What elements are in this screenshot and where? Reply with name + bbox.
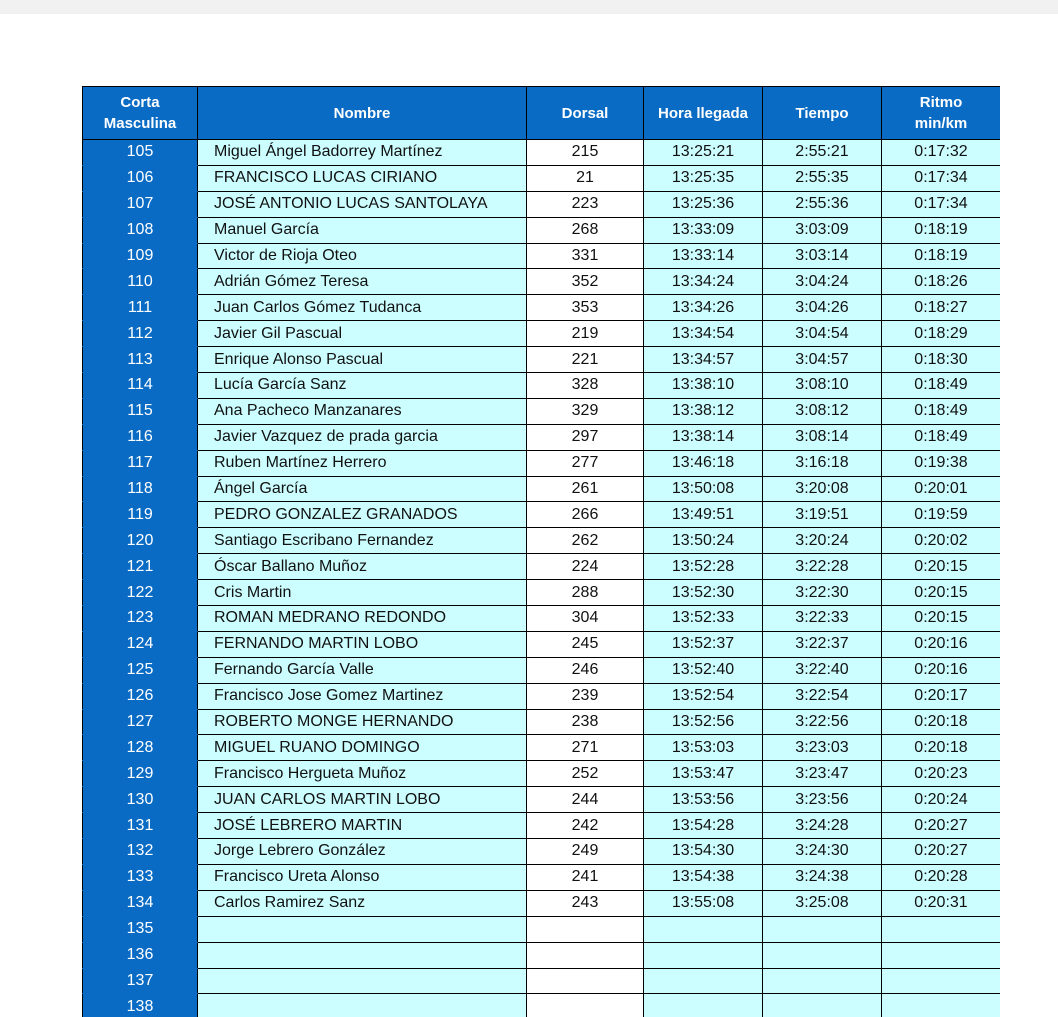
- pace-cell: 0:18:49: [882, 424, 1001, 450]
- table-row: [83, 631, 1001, 657]
- table-row: [83, 398, 1001, 424]
- dorsal-cell: [527, 968, 644, 994]
- pace-cell: 0:17:34: [882, 191, 1001, 217]
- position-cell: 133: [83, 864, 198, 890]
- position-cell: 123: [83, 606, 198, 632]
- position-cell: 129: [83, 761, 198, 787]
- pace-cell: 0:20:27: [882, 839, 1001, 865]
- pace-cell: 0:20:15: [882, 606, 1001, 632]
- elapsed-time-cell: 3:23:03: [763, 735, 882, 761]
- position-cell: 138: [83, 994, 198, 1017]
- arrival-time-cell: 13:53:47: [644, 761, 763, 787]
- dorsal-cell: 304: [527, 606, 644, 632]
- table-row: [83, 424, 1001, 450]
- table-row: [83, 606, 1001, 632]
- table-row: [83, 683, 1001, 709]
- position-cell: 117: [83, 450, 198, 476]
- name-cell: [198, 968, 527, 994]
- results-sheet: [82, 86, 1000, 1017]
- table-row: [83, 890, 1001, 916]
- dorsal-cell: 266: [527, 502, 644, 528]
- name-cell: Fernando García Valle: [198, 657, 527, 683]
- name-cell: [198, 994, 527, 1017]
- pace-cell: 0:20:15: [882, 580, 1001, 606]
- dorsal-cell: 221: [527, 347, 644, 373]
- position-cell: 116: [83, 424, 198, 450]
- pace-cell: 0:20:16: [882, 631, 1001, 657]
- dorsal-cell: 241: [527, 864, 644, 890]
- pace-cell: 0:20:15: [882, 554, 1001, 580]
- arrival-time-cell: 13:50:24: [644, 528, 763, 554]
- header-dorsal: Dorsal: [527, 87, 644, 140]
- position-cell: 114: [83, 373, 198, 399]
- position-cell: 107: [83, 191, 198, 217]
- position-cell: 105: [83, 140, 198, 166]
- dorsal-cell: 243: [527, 890, 644, 916]
- arrival-time-cell: 13:33:09: [644, 217, 763, 243]
- pace-cell: 0:20:24: [882, 787, 1001, 813]
- elapsed-time-cell: 3:22:30: [763, 580, 882, 606]
- dorsal-cell: 239: [527, 683, 644, 709]
- table-row: [83, 347, 1001, 373]
- table-row: [83, 916, 1001, 942]
- elapsed-time-cell: 3:24:38: [763, 864, 882, 890]
- elapsed-time-cell: 3:04:54: [763, 321, 882, 347]
- name-cell: Juan Carlos Gómez Tudanca: [198, 295, 527, 321]
- position-cell: 120: [83, 528, 198, 554]
- pace-cell: 0:20:16: [882, 657, 1001, 683]
- position-cell: 110: [83, 269, 198, 295]
- elapsed-time-cell: 3:20:24: [763, 528, 882, 554]
- position-cell: 124: [83, 631, 198, 657]
- arrival-time-cell: 13:25:36: [644, 191, 763, 217]
- dorsal-cell: 219: [527, 321, 644, 347]
- table-row: [83, 839, 1001, 865]
- arrival-time-cell: 13:25:21: [644, 140, 763, 166]
- pace-cell: 0:20:18: [882, 735, 1001, 761]
- pace-cell: 0:20:17: [882, 683, 1001, 709]
- name-cell: JOSÉ LEBRERO MARTIN: [198, 813, 527, 839]
- dorsal-cell: 242: [527, 813, 644, 839]
- arrival-time-cell: [644, 942, 763, 968]
- pace-cell: 0:18:29: [882, 321, 1001, 347]
- position-cell: 121: [83, 554, 198, 580]
- table-row: [83, 968, 1001, 994]
- name-cell: Manuel García: [198, 217, 527, 243]
- elapsed-time-cell: 3:25:08: [763, 890, 882, 916]
- name-cell: Javier Gil Pascual: [198, 321, 527, 347]
- name-cell: Jorge Lebrero González: [198, 839, 527, 865]
- elapsed-time-cell: 3:23:47: [763, 761, 882, 787]
- name-cell: Ruben Martínez Herrero: [198, 450, 527, 476]
- table-row: [83, 295, 1001, 321]
- pace-cell: 0:18:49: [882, 373, 1001, 399]
- dorsal-cell: 331: [527, 243, 644, 269]
- name-cell: Francisco Ureta Alonso: [198, 864, 527, 890]
- name-cell: ROMAN MEDRANO REDONDO: [198, 606, 527, 632]
- header-row: [83, 87, 1001, 140]
- table-row: [83, 657, 1001, 683]
- table-row: [83, 502, 1001, 528]
- dorsal-cell: 215: [527, 140, 644, 166]
- position-cell: 130: [83, 787, 198, 813]
- arrival-time-cell: 13:49:51: [644, 502, 763, 528]
- header-category-line1: Corta: [120, 94, 160, 111]
- elapsed-time-cell: 3:04:24: [763, 269, 882, 295]
- header-pace: [882, 87, 1001, 140]
- dorsal-cell: 271: [527, 735, 644, 761]
- pace-cell: 0:20:02: [882, 528, 1001, 554]
- table-row: [83, 813, 1001, 839]
- pace-cell: 0:19:59: [882, 502, 1001, 528]
- table-row: [83, 528, 1001, 554]
- elapsed-time-cell: [763, 994, 882, 1017]
- elapsed-time-cell: [763, 942, 882, 968]
- position-cell: 136: [83, 942, 198, 968]
- results-table: [82, 86, 1000, 1017]
- name-cell: [198, 916, 527, 942]
- dorsal-cell: 297: [527, 424, 644, 450]
- dorsal-cell: 329: [527, 398, 644, 424]
- elapsed-time-cell: [763, 968, 882, 994]
- dorsal-cell: 238: [527, 709, 644, 735]
- position-cell: 119: [83, 502, 198, 528]
- name-cell: Victor de Rioja Oteo: [198, 243, 527, 269]
- header-name: Nombre: [198, 87, 527, 140]
- header-arrival: Hora llegada: [644, 87, 763, 140]
- table-row: [83, 217, 1001, 243]
- name-cell: Francisco Jose Gomez Martinez: [198, 683, 527, 709]
- header-time: Tiempo: [763, 87, 882, 140]
- header-category: [83, 87, 198, 140]
- elapsed-time-cell: 3:22:54: [763, 683, 882, 709]
- position-cell: 112: [83, 321, 198, 347]
- elapsed-time-cell: 3:04:26: [763, 295, 882, 321]
- dorsal-cell: 352: [527, 269, 644, 295]
- table-row: [83, 787, 1001, 813]
- dorsal-cell: 262: [527, 528, 644, 554]
- elapsed-time-cell: 3:24:30: [763, 839, 882, 865]
- arrival-time-cell: 13:52:37: [644, 631, 763, 657]
- name-cell: Enrique Alonso Pascual: [198, 347, 527, 373]
- elapsed-time-cell: 2:55:36: [763, 191, 882, 217]
- name-cell: Santiago Escribano Fernandez: [198, 528, 527, 554]
- position-cell: 132: [83, 839, 198, 865]
- name-cell: Adrián Gómez Teresa: [198, 269, 527, 295]
- elapsed-time-cell: 3:03:09: [763, 217, 882, 243]
- arrival-time-cell: [644, 994, 763, 1017]
- position-cell: 118: [83, 476, 198, 502]
- name-cell: MIGUEL RUANO DOMINGO: [198, 735, 527, 761]
- name-cell: [198, 942, 527, 968]
- name-cell: Javier Vazquez de prada garcia: [198, 424, 527, 450]
- table-row: [83, 554, 1001, 580]
- pace-cell: [882, 916, 1001, 942]
- arrival-time-cell: 13:54:38: [644, 864, 763, 890]
- arrival-time-cell: 13:34:24: [644, 269, 763, 295]
- header-pace-line2: min/km: [914, 115, 968, 132]
- arrival-time-cell: [644, 916, 763, 942]
- name-cell: FRANCISCO LUCAS CIRIANO: [198, 165, 527, 191]
- header-pace-line1: Ritmo: [919, 94, 963, 111]
- table-row: [83, 269, 1001, 295]
- arrival-time-cell: 13:38:12: [644, 398, 763, 424]
- arrival-time-cell: 13:33:14: [644, 243, 763, 269]
- dorsal-cell: 252: [527, 761, 644, 787]
- name-cell: JOSÉ ANTONIO LUCAS SANTOLAYA: [198, 191, 527, 217]
- name-cell: JUAN CARLOS MARTIN LOBO: [198, 787, 527, 813]
- pace-cell: [882, 968, 1001, 994]
- table-row: [83, 580, 1001, 606]
- arrival-time-cell: 13:34:54: [644, 321, 763, 347]
- table-row: [83, 321, 1001, 347]
- dorsal-cell: 277: [527, 450, 644, 476]
- arrival-time-cell: 13:52:30: [644, 580, 763, 606]
- pace-cell: 0:18:30: [882, 347, 1001, 373]
- position-cell: 131: [83, 813, 198, 839]
- name-cell: Ángel García: [198, 476, 527, 502]
- arrival-time-cell: 13:52:28: [644, 554, 763, 580]
- dorsal-cell: [527, 994, 644, 1017]
- pace-cell: 0:18:19: [882, 217, 1001, 243]
- table-row: [83, 373, 1001, 399]
- arrival-time-cell: 13:54:28: [644, 813, 763, 839]
- arrival-time-cell: 13:52:56: [644, 709, 763, 735]
- table-header: [83, 87, 1001, 140]
- elapsed-time-cell: 3:19:51: [763, 502, 882, 528]
- position-cell: 127: [83, 709, 198, 735]
- dorsal-cell: [527, 916, 644, 942]
- table-body: [83, 140, 1001, 1017]
- name-cell: ROBERTO MONGE HERNANDO: [198, 709, 527, 735]
- arrival-time-cell: 13:54:30: [644, 839, 763, 865]
- arrival-time-cell: [644, 968, 763, 994]
- position-cell: 109: [83, 243, 198, 269]
- arrival-time-cell: 13:34:26: [644, 295, 763, 321]
- name-cell: Ana Pacheco Manzanares: [198, 398, 527, 424]
- name-cell: Óscar Ballano Muñoz: [198, 554, 527, 580]
- elapsed-time-cell: 3:20:08: [763, 476, 882, 502]
- dorsal-cell: 224: [527, 554, 644, 580]
- elapsed-time-cell: 3:08:14: [763, 424, 882, 450]
- pace-cell: 0:17:32: [882, 140, 1001, 166]
- position-cell: 128: [83, 735, 198, 761]
- elapsed-time-cell: 2:55:21: [763, 140, 882, 166]
- pace-cell: 0:18:19: [882, 243, 1001, 269]
- table-row: [83, 140, 1001, 166]
- dorsal-cell: 21: [527, 165, 644, 191]
- dorsal-cell: 288: [527, 580, 644, 606]
- arrival-time-cell: 13:52:40: [644, 657, 763, 683]
- table-row: [83, 191, 1001, 217]
- pace-cell: 0:20:31: [882, 890, 1001, 916]
- table-row: [83, 864, 1001, 890]
- dorsal-cell: 328: [527, 373, 644, 399]
- dorsal-cell: 244: [527, 787, 644, 813]
- arrival-time-cell: 13:46:18: [644, 450, 763, 476]
- position-cell: 135: [83, 916, 198, 942]
- dorsal-cell: 261: [527, 476, 644, 502]
- table-row: [83, 942, 1001, 968]
- dorsal-cell: 249: [527, 839, 644, 865]
- position-cell: 108: [83, 217, 198, 243]
- table-row: [83, 761, 1001, 787]
- dorsal-cell: [527, 942, 644, 968]
- arrival-time-cell: 13:25:35: [644, 165, 763, 191]
- position-cell: 115: [83, 398, 198, 424]
- elapsed-time-cell: 3:08:10: [763, 373, 882, 399]
- arrival-time-cell: 13:55:08: [644, 890, 763, 916]
- position-cell: 106: [83, 165, 198, 191]
- elapsed-time-cell: 3:08:12: [763, 398, 882, 424]
- position-cell: 113: [83, 347, 198, 373]
- name-cell: Cris Martin: [198, 580, 527, 606]
- arrival-time-cell: 13:53:03: [644, 735, 763, 761]
- name-cell: Carlos Ramirez Sanz: [198, 890, 527, 916]
- dorsal-cell: 245: [527, 631, 644, 657]
- table-row: [83, 709, 1001, 735]
- dorsal-cell: 353: [527, 295, 644, 321]
- pace-cell: 0:18:26: [882, 269, 1001, 295]
- dorsal-cell: 268: [527, 217, 644, 243]
- table-row: [83, 165, 1001, 191]
- arrival-time-cell: 13:34:57: [644, 347, 763, 373]
- name-cell: Lucía García Sanz: [198, 373, 527, 399]
- header-category-line2: Masculina: [103, 115, 177, 132]
- arrival-time-cell: 13:38:14: [644, 424, 763, 450]
- elapsed-time-cell: [763, 916, 882, 942]
- pace-cell: 0:20:18: [882, 709, 1001, 735]
- name-cell: FERNANDO MARTIN LOBO: [198, 631, 527, 657]
- elapsed-time-cell: 3:04:57: [763, 347, 882, 373]
- pace-cell: 0:17:34: [882, 165, 1001, 191]
- pace-cell: 0:20:28: [882, 864, 1001, 890]
- pace-cell: 0:18:49: [882, 398, 1001, 424]
- pace-cell: 0:18:27: [882, 295, 1001, 321]
- table-row: [83, 994, 1001, 1017]
- position-cell: 122: [83, 580, 198, 606]
- name-cell: Francisco Hergueta Muñoz: [198, 761, 527, 787]
- elapsed-time-cell: 3:24:28: [763, 813, 882, 839]
- arrival-time-cell: 13:53:56: [644, 787, 763, 813]
- table-row: [83, 735, 1001, 761]
- position-cell: 134: [83, 890, 198, 916]
- elapsed-time-cell: 3:16:18: [763, 450, 882, 476]
- name-cell: PEDRO GONZALEZ GRANADOS: [198, 502, 527, 528]
- top-band: [0, 0, 1058, 14]
- elapsed-time-cell: 3:22:28: [763, 554, 882, 580]
- dorsal-cell: 223: [527, 191, 644, 217]
- table-row: [83, 450, 1001, 476]
- arrival-time-cell: 13:52:33: [644, 606, 763, 632]
- position-cell: 126: [83, 683, 198, 709]
- elapsed-time-cell: 2:55:35: [763, 165, 882, 191]
- position-cell: 137: [83, 968, 198, 994]
- arrival-time-cell: 13:50:08: [644, 476, 763, 502]
- position-cell: 125: [83, 657, 198, 683]
- table-row: [83, 476, 1001, 502]
- arrival-time-cell: 13:52:54: [644, 683, 763, 709]
- elapsed-time-cell: 3:22:56: [763, 709, 882, 735]
- pace-cell: 0:19:38: [882, 450, 1001, 476]
- name-cell: Miguel Ángel Badorrey Martínez: [198, 140, 527, 166]
- arrival-time-cell: 13:38:10: [644, 373, 763, 399]
- position-cell: 111: [83, 295, 198, 321]
- elapsed-time-cell: 3:22:40: [763, 657, 882, 683]
- pace-cell: [882, 994, 1001, 1017]
- elapsed-time-cell: 3:23:56: [763, 787, 882, 813]
- pace-cell: 0:20:01: [882, 476, 1001, 502]
- elapsed-time-cell: 3:03:14: [763, 243, 882, 269]
- table-row: [83, 243, 1001, 269]
- dorsal-cell: 246: [527, 657, 644, 683]
- elapsed-time-cell: 3:22:33: [763, 606, 882, 632]
- pace-cell: [882, 942, 1001, 968]
- pace-cell: 0:20:23: [882, 761, 1001, 787]
- pace-cell: 0:20:27: [882, 813, 1001, 839]
- elapsed-time-cell: 3:22:37: [763, 631, 882, 657]
